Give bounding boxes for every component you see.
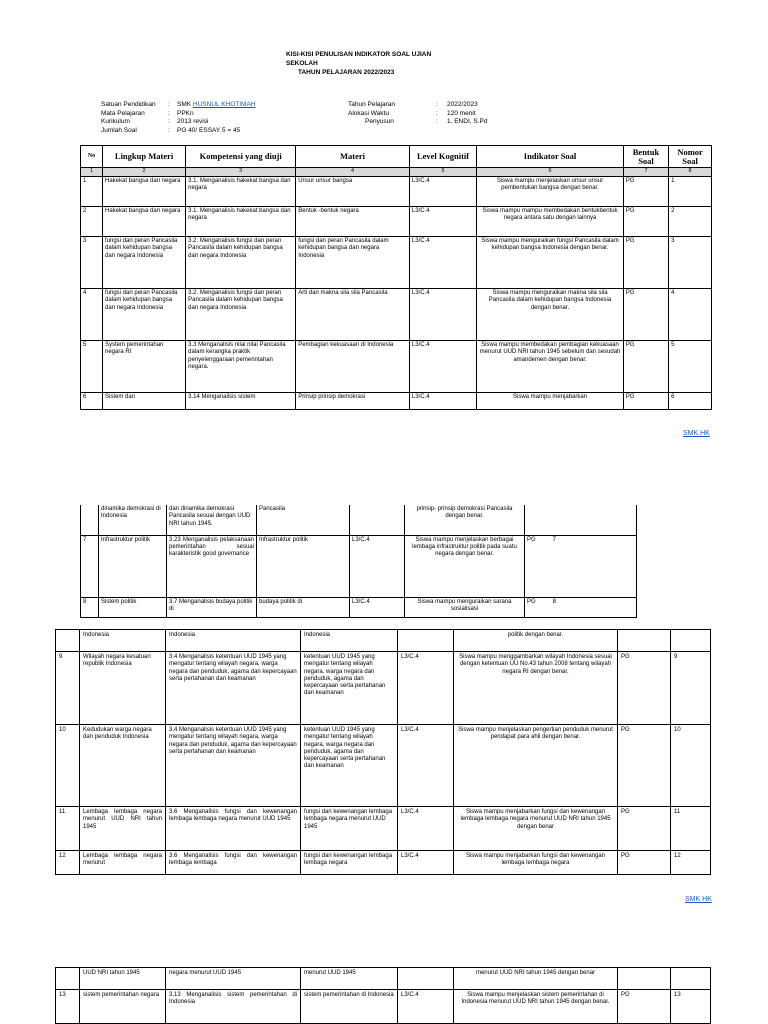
cell-bentuk: PG (623, 177, 668, 207)
colon: : (168, 126, 170, 134)
meta-values-right (447, 101, 487, 127)
cell-nomor: 13 (671, 990, 711, 1024)
label-tahun: Tahun Pelajaran (348, 101, 395, 108)
cell-no: 13 (56, 990, 80, 1024)
cell-indikator: politik dengan benar. (454, 630, 618, 652)
cell-no: 12 (56, 851, 80, 875)
value-tahun: 2022/2023 (447, 101, 478, 108)
column-number-row (81, 168, 712, 177)
cell-bentuk (618, 968, 671, 990)
cell-level: L3/C.4 (409, 177, 476, 207)
cell-level: L3/C.4 (398, 725, 454, 807)
cell-indikator: Siswa mampu menjabarkan fungsi dan kewenangan lembaga lembaga negara (454, 851, 618, 875)
cell-level (398, 630, 454, 652)
cell-kompetensi: negara menurut UUD 1945 (166, 968, 301, 990)
nomor-value: 8 (552, 598, 557, 605)
cell-lingkup: System pemerintahan negara RI (103, 341, 186, 393)
cell-no: 10 (56, 725, 80, 807)
cell-nomor: 10 (671, 725, 711, 807)
cell-level: L3/C.4 (350, 597, 405, 617)
cell-materi: Bentuk -bentuk negara (296, 207, 410, 237)
value-jumlah: PG 40/ ESSAY 5 = 45 (177, 126, 241, 134)
cell-lingkup: sistem pemerintahan negara (80, 990, 166, 1024)
cell-indikator: Siswa mampu menjelaskan sistem pemerintahan di Indonesia menurut UUD NRI tahun 1945 dengan benar. (454, 990, 618, 1024)
header-bentuk: Bentuk Soal (623, 146, 668, 168)
col-number: 1 (81, 168, 103, 177)
meta-labels-left (101, 101, 156, 135)
cell-bentuk: PG (623, 289, 668, 341)
cell-bentuk: PG (623, 341, 668, 393)
cell-lingkup: fungsi dan peran Pancasila dalam kehidupan bangsa dan negara Indonesia (103, 237, 186, 289)
satuan-prefix: SMK (177, 101, 193, 108)
kisi-kisi-table-page-2 (80, 505, 637, 618)
cell-nomor: 12 (671, 851, 711, 875)
table-row (56, 990, 711, 1024)
cell-lingkup: Lembaga lembaga negara menurut (80, 851, 166, 875)
meta-values-left (177, 101, 256, 135)
cell-kompetensi: 3.13 Menganalisis sistem pemerintahan di Indonesia (166, 990, 301, 1024)
cell-kompetensi: 3.2. Menganalisis fungsi dan peran Pancasila dalam kehidupan bangsa dan negara Indonesia (186, 289, 296, 341)
cell-bentuk: PG (623, 237, 668, 289)
cell-materi: Indonesia (301, 630, 398, 652)
table-row (81, 505, 637, 535)
cell-materi: Arti dan makna sila sila Pancasila (296, 289, 410, 341)
colon: : (436, 109, 438, 117)
cell-lingkup: Lembaga lembaga negara menurut UUD NRI tahun 1945 (80, 807, 166, 851)
cell-indikator: Siswa mampu menjelaskan unsur unsur pembentukan bangsa dengan benar. (477, 177, 624, 207)
cell-lingkup: dinamika demokrasi di Indonesia (99, 505, 167, 535)
watermark-link[interactable]: SMK HK (685, 896, 712, 903)
cell-bentuk (525, 505, 637, 535)
cell-indikator: Siswa mampu menguraikan fungsi Pancasila dalam kehidupan bangsa Indonesia dengan benar. (477, 237, 624, 289)
cell-indikator: Siswa mampu menguraikan makna sila sila Pancasila dalam kehidupan bangsa Indonesia dengan benar. (477, 289, 624, 341)
cell-nomor: 4 (669, 289, 712, 341)
cell-nomor: 11 (671, 807, 711, 851)
table-row (81, 341, 712, 393)
table-row (56, 630, 711, 652)
cell-indikator: Siswa mampu menjelaskan pengertian penduduk menurut pendapat para ahli dengan benar. (454, 725, 618, 807)
header-indikator: Indikator Soal (477, 146, 624, 168)
cell-indikator: Siswa mampu menjelaskan berbagai lembaga infrastruktur politik pada suatu negara dengan benar. (405, 535, 525, 597)
cell-materi: Pancasila (257, 505, 350, 535)
cell-lingkup: UUD NRI tahun 1945 (80, 968, 166, 990)
cell-nomor: 1 (669, 177, 712, 207)
cell-no (56, 968, 80, 990)
cell-nomor: 2 (669, 207, 712, 237)
cell-bentuk (525, 597, 637, 617)
cell-materi: budaya politik di (257, 597, 350, 617)
table-row (56, 725, 711, 807)
title-line-2: SEKOLAH (286, 60, 318, 67)
cell-bentuk: PG (623, 207, 668, 237)
cell-lingkup: Sistem politik (99, 597, 167, 617)
cell-materi: fungsi dan kewenangan lembaga lembaga negara (301, 851, 398, 875)
cell-indikator: Siswa mampu menggambarkan wilayah Indonesia sesuai dengan ketentuan UU No.43 tahun 2008 tentang wilayah negara RI dengan benar. (454, 652, 618, 725)
cell-nomor: 3 (669, 237, 712, 289)
cell-lingkup: Sistem dan (103, 393, 186, 410)
cell-level: L3/C.4 (398, 652, 454, 725)
cell-lingkup: Hakekat bangsa dan negara (103, 177, 186, 207)
header-row (81, 146, 712, 168)
col-number: 5 (409, 168, 476, 177)
document-title (286, 50, 431, 77)
table-row (81, 177, 712, 207)
cell-materi: ketentuan UUD 1945 yang mengatur tentang wilayah negara, warga negara dan penduduk, agama dan kepercayaan serta pertahanan dan keamanan (301, 725, 398, 807)
label-penyusun: Penyusun (365, 118, 394, 125)
cell-indikator: prinsip- prinsip demokrasi Pancasila dengan benar. (405, 505, 525, 535)
table-row (81, 207, 712, 237)
table-row (56, 851, 711, 875)
cell-kompetensi: 3.23 Menganalisis pelaksanaan pemerintahan sesuai karakteristik good governance (167, 535, 257, 597)
cell-lingkup: Kedudukan warga negara dan penduduk Indonesia (80, 725, 166, 807)
cell-no: 2 (81, 207, 103, 237)
colon: : (436, 118, 438, 125)
cell-no: 6 (81, 393, 103, 410)
cell-indikator: Siswa mampu membedakan pembagian kekuasaan menurut UUD NRI tahun 1945 sebelum dan sesudah amandemen dengan benar. (477, 341, 624, 393)
cell-level: L3/C.4 (409, 237, 476, 289)
colon: : (436, 101, 438, 108)
cell-indikator: menurut UUD NRI tahun 1945 dengan benar (454, 968, 618, 990)
nomor-value: 7 (552, 536, 557, 543)
col-number: 7 (623, 168, 668, 177)
cell-kompetensi: 3.7 Menganalisis budaya politik di (167, 597, 257, 617)
kisi-kisi-table-page-4 (55, 967, 711, 1024)
header-materi: Materi (296, 146, 410, 168)
cell-materi: sistem pemerintahan di Indonesia (301, 990, 398, 1024)
title-line-1: KISI-KISI PENULISAN INDIKATOR SOAL UJIAN (286, 51, 432, 58)
cell-bentuk: PG (623, 393, 668, 410)
cell-lingkup: Indonesia (80, 630, 166, 652)
table-row (81, 393, 712, 410)
cell-level: L3/C.4 (409, 207, 476, 237)
table-row (81, 535, 637, 597)
col-number: 6 (477, 168, 624, 177)
title-line-3: TAHUN PELAJARAN 2022/2023 (298, 69, 395, 76)
cell-level: L3/C.4 (398, 851, 454, 875)
cell-nomor: 5 (669, 341, 712, 393)
header-kompetensi: Kompetensi yang diuji (186, 146, 296, 168)
cell-bentuk (525, 535, 637, 597)
cell-nomor: 9 (671, 652, 711, 725)
cell-bentuk: PG (618, 652, 671, 725)
header-no: No (81, 146, 103, 168)
kisi-kisi-table-page-3 (55, 629, 711, 875)
cell-indikator: Siswa mampu menjabarkan (477, 393, 624, 410)
label-jumlah: Jumlah Soal (101, 126, 137, 134)
cell-kompetensi: Indonesia (166, 630, 301, 652)
label-kurikulum: Kurikulum (101, 118, 130, 125)
cell-indikator: Siswa mampu menguraikan sarana sosialisasi (405, 597, 525, 617)
table-row (81, 289, 712, 341)
colon: : (168, 101, 170, 108)
table-row (81, 597, 637, 617)
cell-materi: fungsi dan kewenangan lembaga lembaga negara menurut UUD 1945 (301, 807, 398, 851)
cell-no: 5 (81, 341, 103, 393)
table-row (56, 968, 711, 990)
cell-kompetensi: 3.6 Menganalisis fungsi dan kewenangan lembaga lembaga (166, 851, 301, 875)
cell-bentuk (618, 630, 671, 652)
cell-bentuk: PG (618, 725, 671, 807)
cell-no: 8 (81, 597, 99, 617)
table-row (56, 807, 711, 851)
cell-level: L3/C.4 (409, 341, 476, 393)
header-lingkup: Lingkup Materi (103, 146, 186, 168)
table-row (81, 237, 712, 289)
cell-kompetensi: 3.1. Menganalisis hakekat bangsa dan negara (186, 207, 296, 237)
cell-no: 11 (56, 807, 80, 851)
cell-kompetensi: 3.2. Menganalisis fungsi dan peran Pancasila dalam kehidupan bangsa dan negara Indonesia (186, 237, 296, 289)
colon: : (168, 118, 170, 125)
cell-kompetensi: dan dinamika demokrasi Pancasila sesuai dengan UUD NRI tahun 1945. (167, 505, 257, 535)
cell-nomor: 6 (669, 393, 712, 410)
cell-kompetensi: 3.4 Menganalisis ketentuan UUD 1945 yang mengatur tentang wilayah negara, warga negara dan penduduk, agama dan kepercayaan serta pertahanan dan keamanan (166, 652, 301, 725)
cell-level (398, 968, 454, 990)
meta-labels-right (348, 101, 395, 127)
value-kurikulum: 2013 revisi (177, 118, 209, 125)
cell-bentuk: PG (618, 990, 671, 1024)
label-satuan: Satuan Pendidikan (101, 101, 156, 108)
value-satuan (177, 101, 256, 110)
bentuk-value: PG (527, 536, 536, 543)
cell-kompetensi: 3.14 Menganalisis sistem (186, 393, 296, 410)
cell-nomor (671, 968, 711, 990)
kisi-kisi-table-page-1 (80, 145, 712, 410)
cell-no (56, 630, 80, 652)
cell-materi: Prinsip prinsip demokrasi (296, 393, 410, 410)
watermark-link[interactable]: SMK HK (683, 430, 710, 437)
colon: : (168, 109, 170, 117)
cell-kompetensi: 3.1. Menganalisis hakekat bangsa dan negara (186, 177, 296, 207)
col-number: 3 (186, 168, 296, 177)
cell-nomor (671, 630, 711, 652)
cell-level: L3/C.4 (409, 393, 476, 410)
cell-no: 1 (81, 177, 103, 207)
cell-no: 7 (81, 535, 99, 597)
cell-materi: Pembagian kekuasaan di Indonesia (296, 341, 410, 393)
label-alokasi: Alokasi Waktu (348, 109, 389, 117)
cell-materi: Infrastruktur politik (257, 535, 350, 597)
cell-materi: Unsur unsur bangsa (296, 177, 410, 207)
cell-no: 9 (56, 652, 80, 725)
cell-no: 3 (81, 237, 103, 289)
cell-bentuk: PG (618, 851, 671, 875)
cell-indikator: Siswa mampu mampu membedakan bentukbentuk negara antara satu dengan lainnya (477, 207, 624, 237)
cell-level: L3/C.4 (350, 535, 405, 597)
cell-kompetensi: 3.4 Menganalisis ketentuan UUD 1945 yang mengatur tentang wilayah negara, warga negara dan penduduk, agama dan kepercayaan serta pertahanan dan keamanan (166, 725, 301, 807)
cell-kompetensi: 3.3 Menganalisis nilai nilai Pancasila dalam kerangka praktik penyelenggaraan pemerintahan negara. (186, 341, 296, 393)
cell-lingkup: fungsi dan peran Pancasila dalam kehidupan bangsa dan negara Indonesia (103, 289, 186, 341)
cell-no (81, 505, 99, 535)
meta-colons-left (168, 101, 170, 135)
value-mapel: PPKn (177, 109, 194, 117)
label-mapel: Mata Pelajaran (101, 109, 145, 117)
table-row (56, 652, 711, 725)
bentuk-value: PG (527, 598, 536, 605)
cell-no: 4 (81, 289, 103, 341)
header-nomor: Nomor Soal (669, 146, 712, 168)
col-number: 2 (103, 168, 186, 177)
cell-level (350, 505, 405, 535)
header-level: Level Kognitif (409, 146, 476, 168)
cell-lingkup: Wilayah negara kesatuan republik Indonesia (80, 652, 166, 725)
meta-colons-right (436, 101, 438, 127)
cell-lingkup: Infrastruktur politik (99, 535, 167, 597)
cell-level: L3/C.4 (398, 990, 454, 1024)
school-link[interactable]: HUSNUL KHOTIMAH (192, 101, 256, 108)
col-number: 4 (296, 168, 410, 177)
value-penyusun: 1. ENDI, S.Pd (447, 118, 488, 125)
cell-indikator: Siswa mampu menjabarkan fungsi dan kewenangan lembaga lembaga negara menurut UUD NRI tahun 1945 dengan benar (454, 807, 618, 851)
cell-materi: fungsi dan peran Pancasila dalam kehidupan bangsa dan negara Indonesia (296, 237, 410, 289)
cell-lingkup: Hakekat bangsa dan negara (103, 207, 186, 237)
cell-level: L3/C.4 (409, 289, 476, 341)
cell-kompetensi: 3.6 Menganalisis fungsi dan kewenangan lembaga lembaga negara menurut UUD 1945 (166, 807, 301, 851)
value-alokasi: 120 menit (447, 109, 476, 117)
cell-materi: menurut UUD 1945 (301, 968, 398, 990)
cell-level: L3/C.4 (398, 807, 454, 851)
col-number: 8 (669, 168, 712, 177)
cell-bentuk: PG (618, 807, 671, 851)
cell-materi: ketentuan UUD 1945 yang mengatur tentang wilayah negara, warga negara dan penduduk, agama dan kepercayaan serta pertahanan dan keamanan (301, 652, 398, 725)
